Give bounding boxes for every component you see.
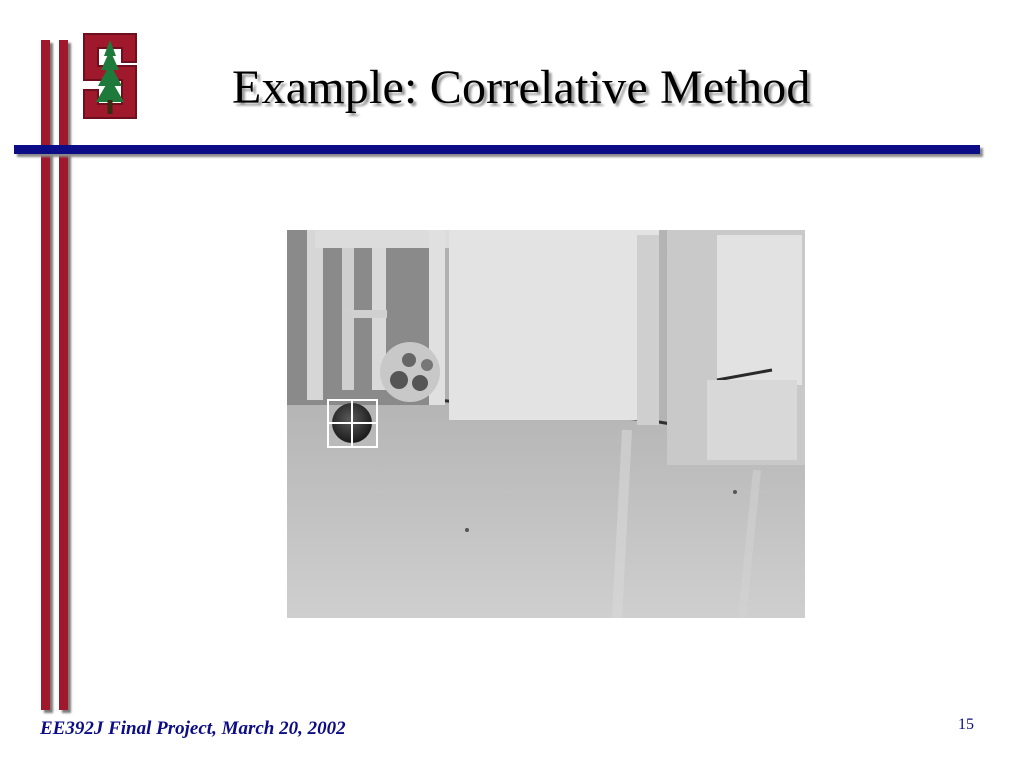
left-red-bar [41, 40, 50, 710]
slide-title: Example: Correlative Method [232, 61, 811, 114]
camera-frame-image [287, 230, 805, 618]
footer-text: EE392J Final Project, March 20, 2002 [40, 718, 346, 739]
page-number: 15 [958, 716, 974, 733]
title-underline [14, 145, 980, 154]
stanford-logo-icon [78, 26, 142, 126]
left-red-bar-inner [59, 40, 68, 710]
